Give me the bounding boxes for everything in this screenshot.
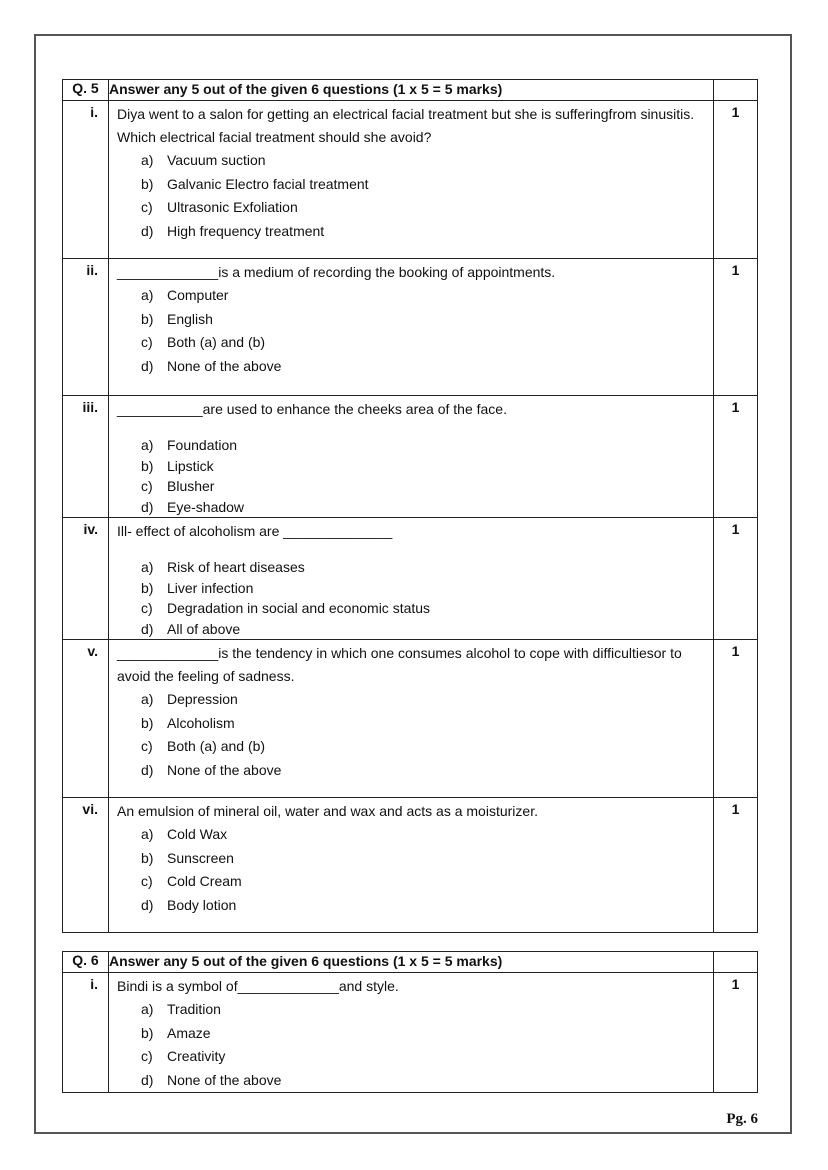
question-row — [63, 640, 758, 798]
option: b) English — [141, 310, 213, 327]
option: b) Lipstick — [141, 457, 214, 474]
option: a) Depression — [141, 691, 238, 707]
marks-value: 1 — [731, 521, 740, 537]
page-number: Pg. 6 — [726, 1111, 758, 1127]
option: d) None of the above — [141, 1071, 282, 1088]
question-text: Diya went to a salon for getting an electrical facial treatment but she is sufferingfrom sinusitis. Which electrical facial treatment should she avoid? — [117, 106, 695, 145]
table-header-row — [63, 80, 758, 101]
marks-value: 1 — [731, 976, 740, 992]
option: b) Alcoholism — [141, 714, 235, 731]
option: b) Liver infection — [141, 579, 254, 596]
question-row — [63, 259, 758, 396]
item-number: vi. — [82, 801, 98, 817]
question-text: _____________is the tendency in which one consumes alcohol to cope with difficultiesor to avoid the feeling of sadness. — [117, 645, 682, 684]
question-row — [63, 518, 758, 640]
question-number: Q. 6 — [63, 952, 109, 973]
marks-header — [714, 952, 758, 973]
option: c) Ultrasonic Exfoliation — [141, 199, 298, 215]
marks-header — [714, 80, 758, 101]
question-text: Bindi is a symbol of_____________and style. — [117, 978, 399, 994]
question-row — [63, 973, 758, 1093]
marks-value: 1 — [731, 643, 740, 659]
question-row — [63, 798, 758, 933]
option: c) Blusher — [141, 478, 215, 494]
section-instructions: Answer any 5 out of the given 6 questions (1 x 5 = 5 marks) — [109, 80, 714, 101]
item-number: i. — [90, 104, 98, 120]
option: d) None of the above — [141, 357, 282, 374]
question-row — [63, 101, 758, 259]
marks-value: 1 — [731, 262, 740, 278]
item-number: v. — [87, 643, 98, 659]
option: c) Both (a) and (b) — [141, 334, 266, 350]
option: a) Risk of heart diseases — [141, 559, 305, 575]
option: d) None of the above — [141, 761, 282, 778]
question-text: An emulsion of mineral oil, water and wax and acts as a moisturizer. — [117, 803, 538, 819]
marks-value: 1 — [731, 801, 740, 817]
table-header-row — [63, 952, 758, 973]
option: b) Sunscreen — [141, 849, 234, 866]
option: b) Galvanic Electro facial treatment — [141, 175, 369, 192]
option: c) Cold Cream — [141, 873, 242, 889]
option: a) Tradition — [141, 1001, 221, 1017]
question-text: ___________are used to enhance the cheeks area of the face. — [117, 401, 507, 417]
option: a) Computer — [141, 287, 229, 303]
option: a) Cold Wax — [141, 826, 228, 842]
option: c) Degradation in social and economic status — [141, 600, 431, 616]
option: c) Creativity — [141, 1048, 226, 1064]
option: d) Eye-shadow — [141, 498, 245, 515]
option: c) Both (a) and (b) — [141, 738, 266, 754]
question-number: Q. 5 — [63, 80, 109, 101]
item-number: iii. — [82, 399, 98, 415]
option: a) Vacuum suction — [141, 152, 266, 168]
option: d) Body lotion — [141, 896, 237, 913]
option: d) High frequency treatment — [141, 222, 325, 239]
question-table-q5 — [62, 79, 758, 933]
marks-value: 1 — [731, 104, 740, 120]
option: b) Amaze — [141, 1024, 211, 1041]
section-instructions: Answer any 5 out of the given 6 questions (1 x 5 = 5 marks) — [109, 952, 714, 973]
option: d) All of above — [141, 620, 241, 637]
option: a) Foundation — [141, 437, 238, 453]
question-row — [63, 396, 758, 518]
question-text: Ill- effect of alcoholism are ______________ — [117, 523, 393, 539]
item-number: i. — [90, 976, 98, 992]
question-text: _____________is a medium of recording the booking of appointments. — [117, 264, 556, 280]
marks-value: 1 — [731, 399, 740, 415]
item-number: ii. — [86, 262, 98, 278]
question-table-q6 — [62, 951, 758, 1093]
item-number: iv. — [83, 521, 98, 537]
